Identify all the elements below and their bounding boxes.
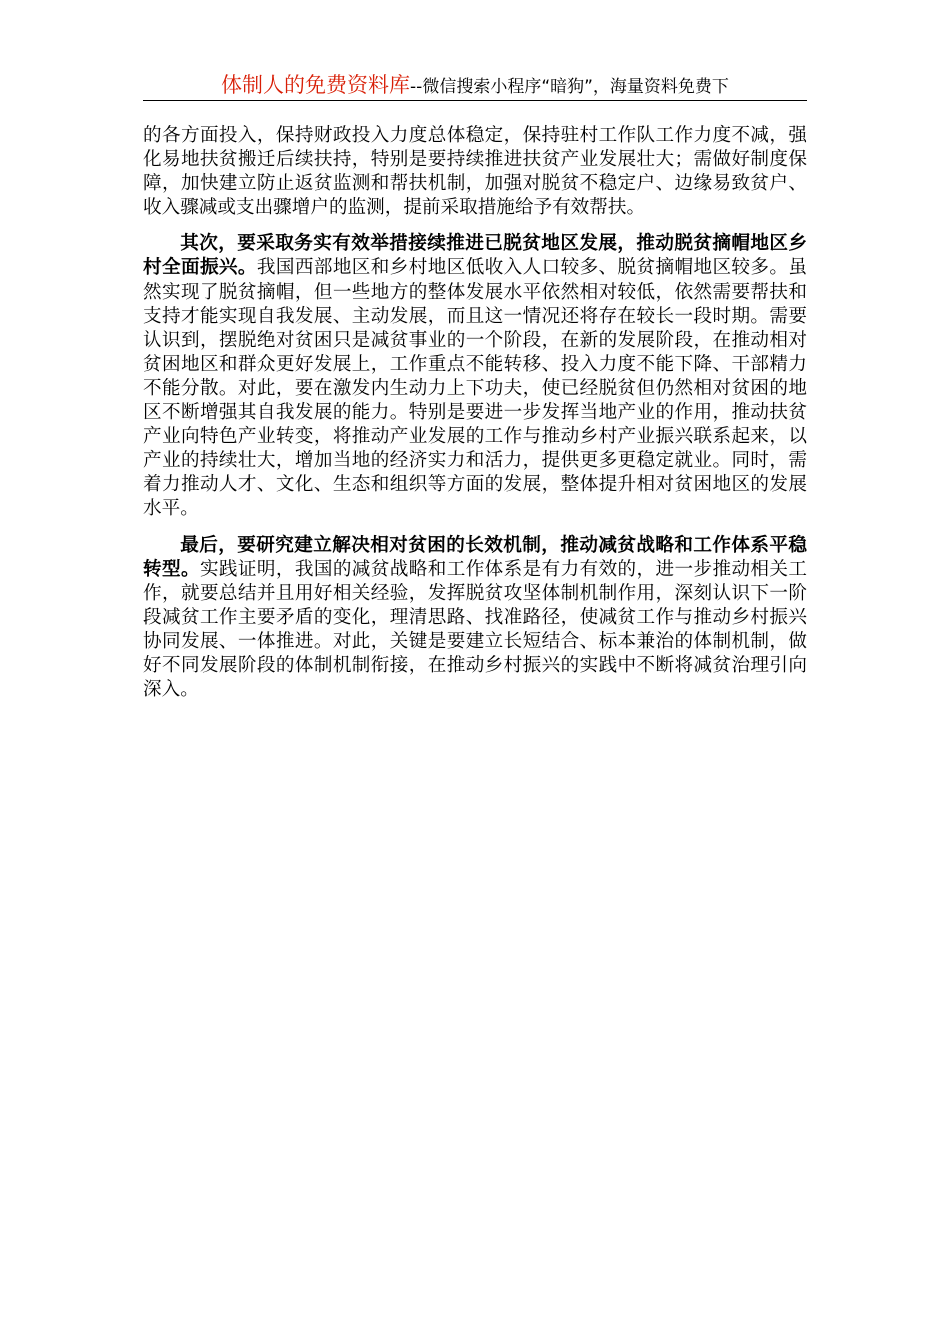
paragraph-1 — [143, 124, 807, 220]
paragraph-2-body: 我国西部地区和乡村地区低收入人口较多、脱贫摘帽地区较多。虽然实现了脱贫摘帽，但一些地方的整体发展水平依然相对较低，依然需要帮扶和支持才能实现自我发展、主动发展，而且这一情况还将存在较长一段时期。需要认识到，摆脱绝对贫困只是减贫事业的一个阶段，在新的发展阶段，在推动相对贫困地区和群众更好发展上，工作重点不能转移、投入力度不能下降、干部精力不能分散。对此，要在激发内生动力上下功夫，使已经脱贫但仍然相对贫困的地区不断增强其自我发展的能力。特别是要进一步发挥当地产业的作用，推动扶贫产业向特色产业转变，将推动产业发展的工作与推动乡村产业振兴联系起来，以产业的持续壮大，增加当地的经济实力和活力，提供更多更稳定就业。同时，需着力推动人才、文化、生态和组织等方面的发展，整体提升相对贫困地区的发展水平。 — [143, 257, 807, 520]
paragraph-3-lead: 最后，要研究建立解决相对贫困的长效机制，推动减贫战略和工作体系平稳转型。 — [143, 534, 807, 580]
header-tagline: --微信搜索小程序“暗狗”，海量资料免费下 — [410, 77, 729, 97]
document-body — [143, 124, 807, 714]
paragraph-3-body: 实践证明，我国的减贫战略和工作体系是有力有效的，进一步推动相关工作，就要总结并且用好相关经验，发挥脱贫攻坚体制机制作用，深刻认识下一阶段减贫工作主要矛盾的变化，理清思路、找准路径，使减贫工作与推动乡村振兴协同发展、一体推进。对此，关键是要建立长短结合、标本兼治的体制机制，做好不同发展阶段的体制机制衔接，在推动乡村振兴的实践中不断将减贫治理引向深入。 — [143, 558, 807, 701]
paragraph-2 — [143, 232, 807, 521]
paragraph-1-body: 的各方面投入，保持财政投入力度总体稳定，保持驻村工作队工作力度不减，强化易地扶贫搬迁后续扶持，特别是要持续推进扶贫产业发展壮大；需做好制度保障，加快建立防止返贫监测和帮扶机制，加强对脱贫不稳定户、边缘易致贫户、收入骤减或支出骤增户的监测，提前采取措施给予有效帮扶。 — [143, 125, 807, 219]
header-brand: 体制人的免费资料库 — [221, 73, 411, 97]
page-header — [143, 70, 807, 101]
paragraph-3 — [143, 534, 807, 703]
paragraph-2-lead: 其次，要采取务实有效举措接续推进已脱贫地区发展，推动脱贫摘帽地区乡村全面振兴。 — [143, 233, 807, 279]
